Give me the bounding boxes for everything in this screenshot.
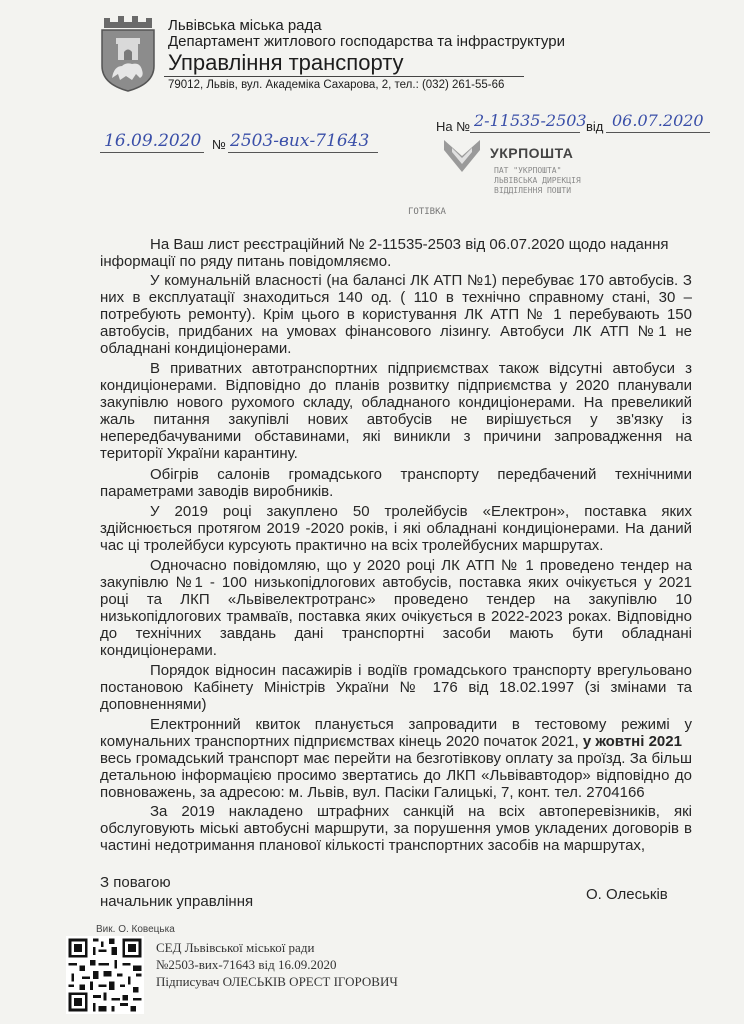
body-line-11: жаль питання закупівлі нових автобусів не вирішується у зв'язку із: [100, 411, 692, 428]
incoming-date-label: від: [586, 119, 604, 134]
outgoing-number: 2503-вих-71643: [230, 131, 370, 151]
header-divider: [164, 76, 524, 77]
incoming-number-line: [470, 132, 580, 133]
header-office-title: Управління транспорту: [168, 50, 404, 75]
outgoing-date-line: [100, 152, 204, 153]
stamp-line-1: ПАТ "УКРПОШТА": [494, 166, 562, 175]
incoming-date: 06.07.2020: [612, 111, 704, 130]
body-line-23: до технічних завдань дані транспортні засоби мають бути обладнані: [100, 625, 692, 642]
stamp-line-3: ВІДДІЛЕННЯ ПОШТИ: [494, 186, 572, 195]
body-line-16: У 2019 році закуплено 50 тролейбусів «Електрон», поставка яких: [150, 503, 692, 520]
ukrposhta-brand: УКРПОШТА: [490, 145, 574, 161]
body-line-14: Обігрів салонів громадського транспорту передбачений технічними: [150, 466, 692, 483]
body-line-29: [100, 733, 692, 750]
signature-regards: З повагою: [100, 874, 171, 891]
body-line-3: У комунальній власності (на балансі ЛК АТП №1) перебуває 170 автобусів. З: [150, 272, 692, 289]
body-line-19: Одночасно повідомляю, що у 2020 році ЛК АТП № 1 проведено тендер на: [150, 557, 692, 574]
body-line-8: В приватних автотранспортних підприємствах також відсутні автобуси з: [150, 360, 692, 377]
body-line-5: потребують ремонту). Крім цього в користування ЛК АТП № 1 перебувають 150: [100, 306, 692, 323]
body-line-6: автобусів, придбаних на умовах фінансового лізингу. Автобуси ЛК АТП №1 не: [100, 323, 692, 340]
body-line-15: параметрами заводів виробників.: [100, 483, 334, 500]
body-line-24: кондиціонерами.: [100, 642, 217, 659]
body-line-17: здійснюється протягом 2019 -2020 років, і які обладнані кондиціонерами. На даний: [100, 520, 692, 537]
stamp-line-2: ЛЬВІВСЬКА ДИРЕКЦІЯ: [494, 176, 581, 185]
body-line-4: них в експлуатації знаходиться 140 од. ( 110 в технічно справному стані, 30 –: [100, 289, 692, 306]
incoming-number: 2-11535-2503: [474, 111, 587, 130]
qr-code-icon: [66, 936, 144, 1014]
esig-signer: Підписувач ОЛЕСЬКІВ ОРЕСТ ІГОРОВИЧ: [156, 974, 398, 989]
esig-doc-ref: №2503-вих-71643 від 16.09.2020: [156, 957, 337, 972]
body-line-22: низькопідлогових трамваїв, поставка яких очікується в 2022-2023 роках. Відповідно: [100, 608, 692, 625]
body-line-30: весь громадський транспорт має перейти на безготівкову оплату за проїзд. За більш: [100, 750, 692, 767]
outgoing-number-line: [228, 152, 378, 153]
body-line-32: повноважень, за адресою: м. Львів, вул. Пасіки Галицькі, 7, конт. тел. 2704166: [100, 784, 645, 801]
ukrposhta-logo-icon: [438, 136, 486, 176]
body-line-10: закупівлю нового рухомого складу, обладнаного кондиціонерами. На превеликий: [100, 394, 692, 411]
signature-name: О. Олеськів: [586, 886, 668, 903]
body-line-34: обслуговують міські автобусні маршрути, за порушення умов укладених договорів в: [100, 820, 692, 837]
body-line-2: інформації по ряду питань повідомляємо.: [100, 253, 392, 270]
esig-system: СЕД Львівської міської ради: [156, 940, 315, 955]
header-council: Львівська міська рада: [168, 17, 322, 34]
outgoing-number-label: №: [212, 137, 226, 152]
body-line-1: На Ваш лист реєстраційний № 2-11535-2503 від 06.07.2020 щодо надання: [150, 236, 669, 253]
body-line-29-bold: у жовтні 2021: [578, 733, 682, 750]
body-line-33: За 2019 накладено штрафних санкцій на всіх автоперевізників, які: [150, 803, 692, 820]
body-line-35: частині недотримання планової кількості транспортних засобів на маршрутах,: [100, 837, 646, 854]
body-line-12: непередбачуваними обставинами, які виникли з причини запровадження на: [100, 428, 692, 445]
body-line-20: закупівлю №1 - 100 низькопідлогових автобусів, поставка яких очікується у 2021: [100, 574, 692, 591]
header-address: 79012, Львів, вул. Академіка Сахарова, 2, тел.: (032) 261-55-66: [168, 79, 505, 91]
body-line-7: обладнані кондиціонерами.: [100, 340, 292, 357]
body-line-28: Електронний квиток планується запровадити в тестовому режимі у: [150, 716, 692, 733]
lviv-coat-of-arms-icon: [96, 14, 160, 92]
body-line-29-text: комунальних транспортних підприємствах кінець 2020 початок 2021,: [100, 733, 579, 750]
body-line-31: детальною інформацією просимо звертатись до ЛКП «Львівавтодор» відповідно до: [100, 767, 692, 784]
body-line-13: території України карантину.: [100, 445, 298, 462]
signature-position: начальник управління: [100, 893, 254, 910]
incoming-date-line: [606, 132, 710, 133]
body-line-9: кондиціонерами. Відповідно до планів розвитку підприємства у 2020 планували: [100, 377, 692, 394]
body-line-27: доповненнями): [100, 696, 207, 713]
body-line-21: році та ЛКП «Львівелектротранс» проведено тендер на закупівлю 10: [100, 591, 692, 608]
cash-stamp: ГОТІВКА: [408, 207, 446, 217]
incoming-label: На №: [436, 119, 471, 134]
body-line-18: час ці тролейбуси курсують практично на всіх тролейбусних маршрутах.: [100, 537, 604, 554]
executor: Вик. О. Ковецька: [96, 924, 175, 935]
outgoing-date: 16.09.2020: [104, 131, 202, 151]
header-department: Департамент житлового господарства та інфраструктури: [168, 33, 565, 50]
body-line-26: постановою Кабінету Міністрів України № 176 від 18.02.1997 (зі змінами та: [100, 679, 692, 696]
body-line-25: Порядок відносин пасажирів і водіїв громадського транспорту врегульовано: [150, 662, 692, 679]
